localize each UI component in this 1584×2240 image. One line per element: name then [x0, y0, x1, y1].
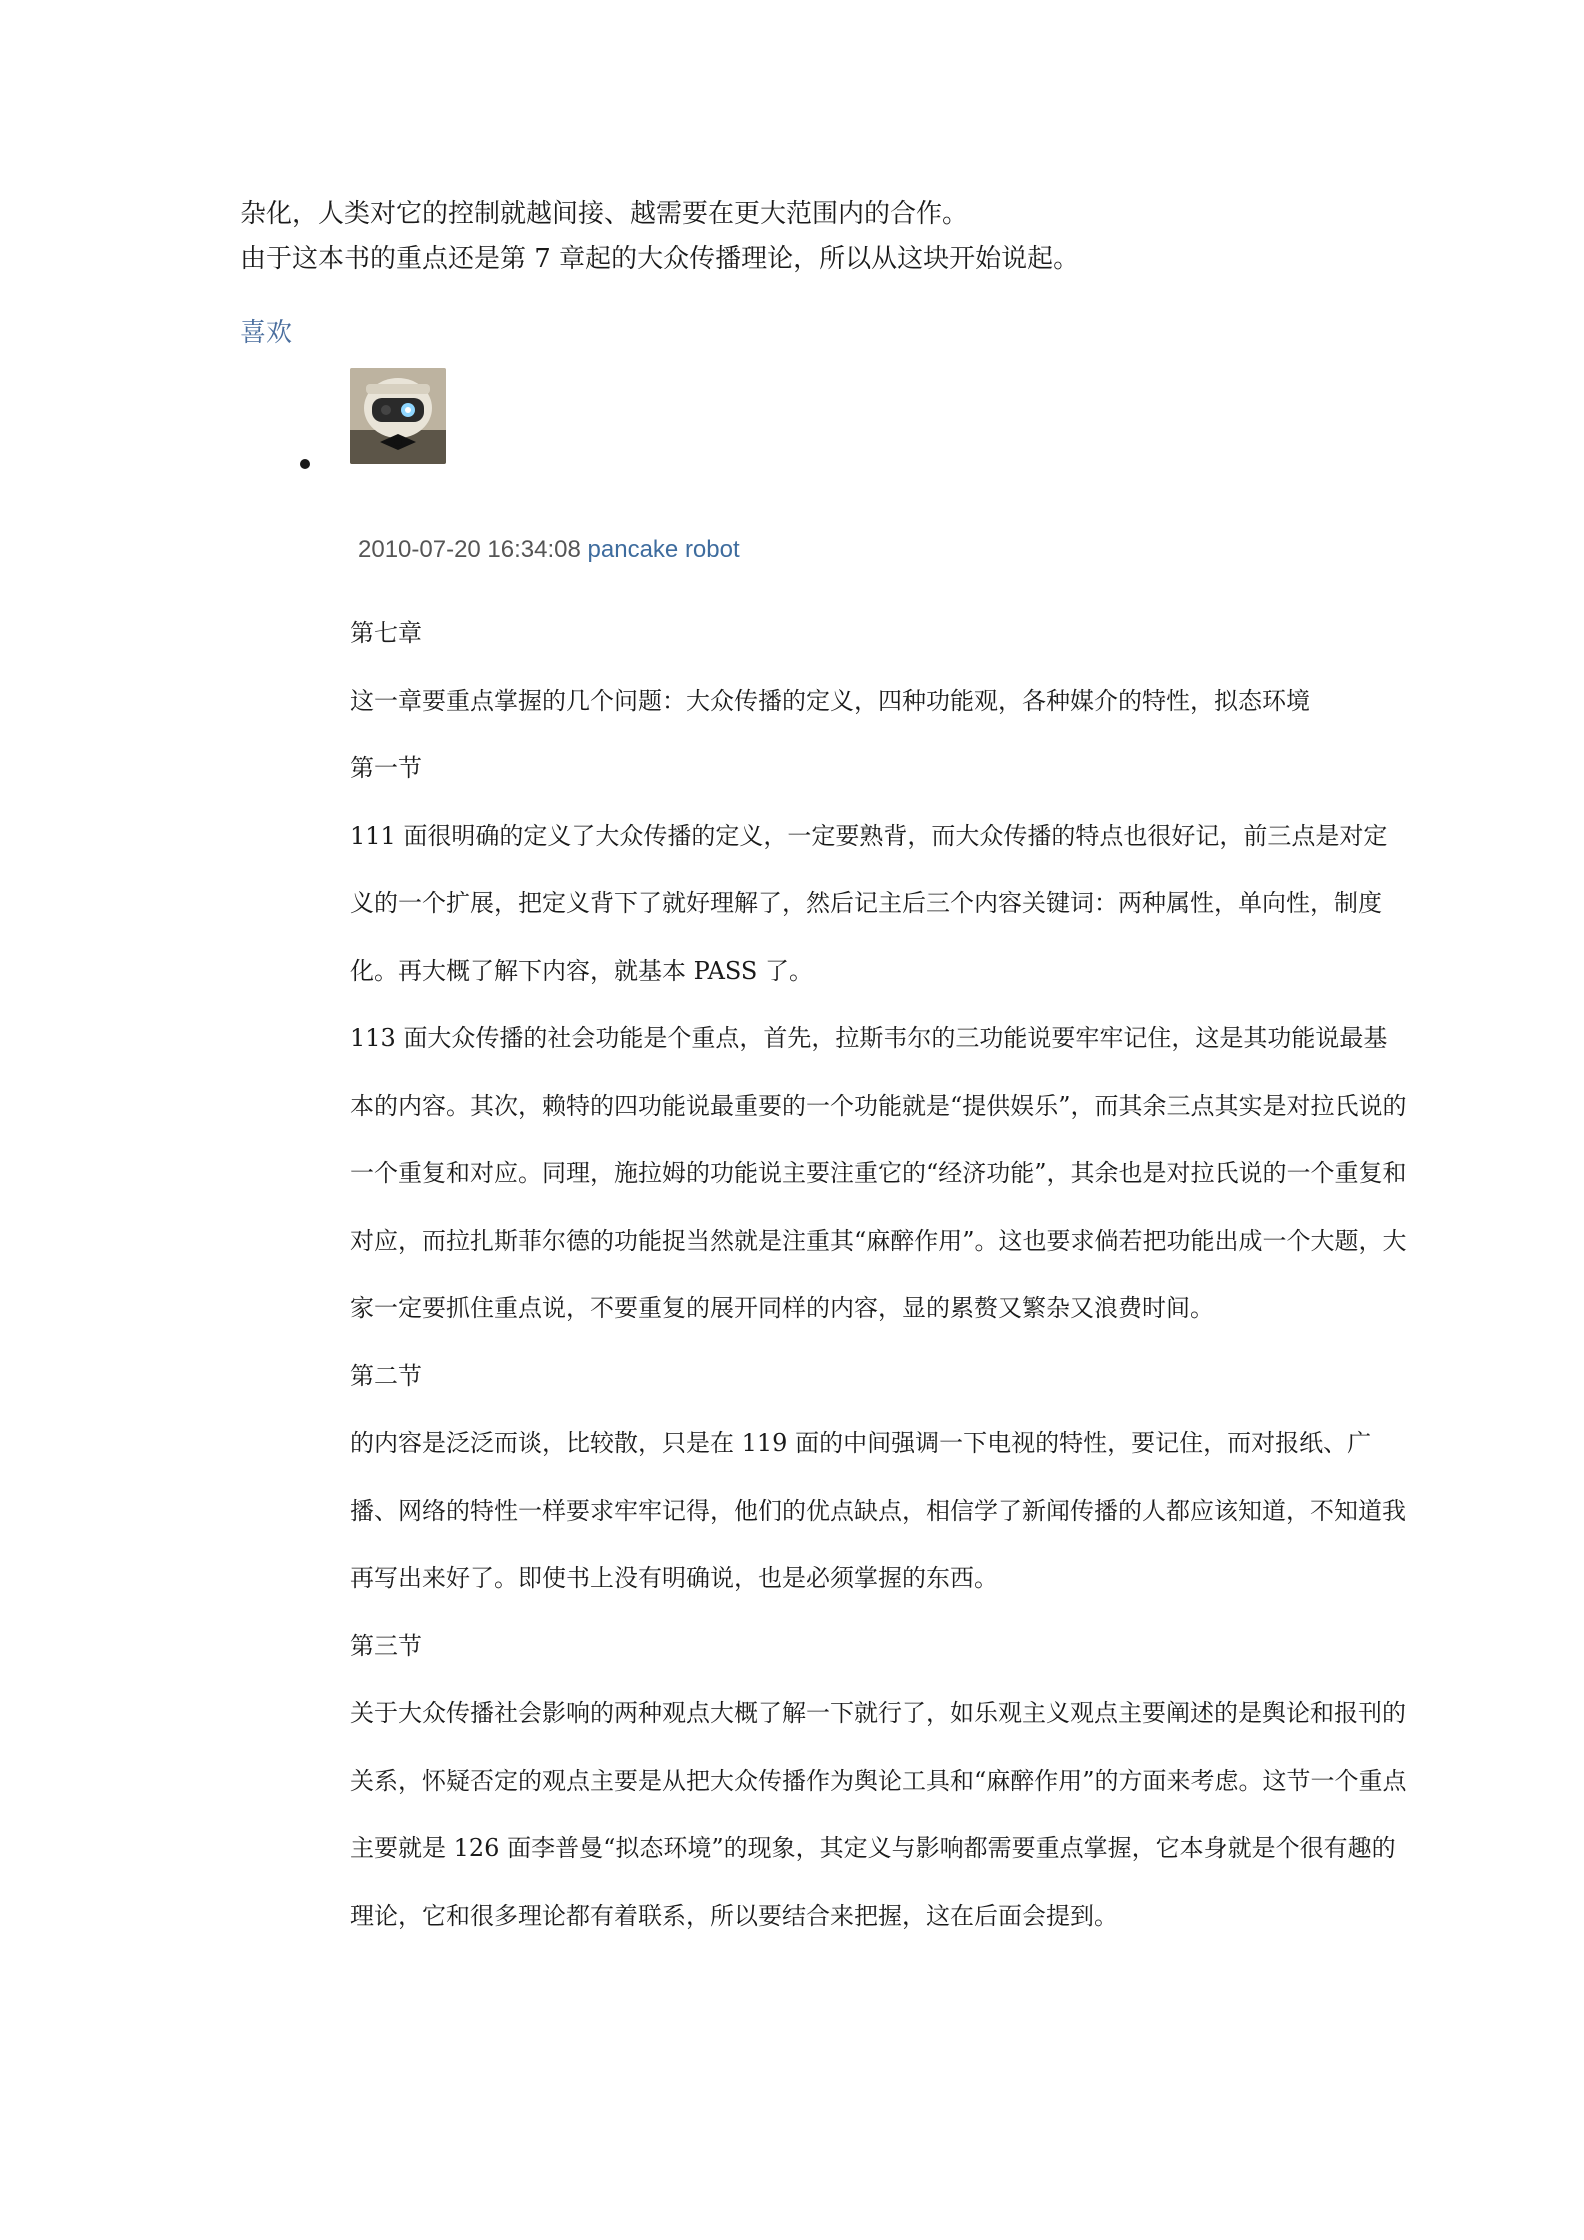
chapter-overview: 这一章要重点掌握的几个问题：大众传播的定义，四种功能观，各种媒介的特性，拟态环境 — [350, 686, 1310, 715]
section-1-paragraph-2: 113 面大众传播的社会功能是个重点，首先，拉斯韦尔的三功能说要牢牢记住，这是其功能说最基本的内容。其次，赖特的四功能说最重要的一个功能就是“提供娱乐”，而其余三点其实是对拉氏说的一个重复和对应。同理，施拉姆的功能说主要注重它的“经济功能”，其余也是对拉氏说的一个重复和对应，而拉扎斯菲尔德的功能捉当然就是注重其“麻醉作用”。这也要求倘若把功能出成一个大题，大家一定要抓住重点说，不要重复的展开同样的内容，显的累赘又繁杂又浪费时间。 — [350, 1024, 1407, 1322]
list-bullet — [300, 459, 310, 469]
section-2-paragraph-1: 的内容是泛泛而谈，比较散，只是在 119 面的中间强调一下电视的特性，要记住，而对报纸、广播、网络的特性一样要求牢牢记得，他们的优点缺点，相信学了新闻传播的人都应该知道，不知道我再写出来好了。即使书上没有明确说，也是必须掌握的东西。 — [350, 1429, 1406, 1592]
comment-body — [350, 600, 1410, 1950]
intro-text — [240, 192, 1400, 282]
section-1-title: 第一节 — [350, 754, 422, 782]
section-1-paragraph-1: 111 面很明确的定义了大众传播的定义，一定要熟背，而大众传播的特点也很好记，前三点是对定义的一个扩展，把定义背下了就好理解了，然后记主后三个内容关键词：两种属性，单向性，制度化。再大概了解下内容，就基本 PASS 了。 — [350, 821, 1388, 985]
intro-line-2: 由于这本书的重点还是第 7 章起的大众传播理论，所以从这块开始说起。 — [240, 244, 1080, 274]
comment-meta — [358, 536, 740, 564]
section-3-title: 第三节 — [350, 1631, 422, 1660]
section-3-paragraph-1: 关于大众传播社会影响的两种观点大概了解一下就行了，如乐观主义观点主要阐述的是舆论和报刊的关系，怀疑否定的观点主要是从把大众传播作为舆论工具和“麻醉作用”的方面来考虑。这节一个重点主要就是 126 面李普曼“拟态环境”的现象，其定义与影响都需要重点掌握，它本身就是个很有趣的理论，它和很多理论都有着联系，所以要结合来把握，这在后面会提到。 — [350, 1699, 1407, 1930]
comment-timestamp: 2010-07-20 16:34:08 — [358, 536, 581, 563]
robot-avatar-icon[interactable] — [350, 368, 446, 464]
chapter-title: 第七章 — [350, 619, 422, 647]
intro-line-1: 杂化，人类对它的控制就越间接、越需要在更大范围内的合作。 — [240, 199, 969, 229]
like-link[interactable]: 喜欢 — [240, 318, 293, 348]
comment-author-link[interactable]: pancake robot — [587, 536, 740, 563]
section-2-title: 第二节 — [350, 1361, 422, 1390]
avatar-image — [350, 368, 446, 464]
